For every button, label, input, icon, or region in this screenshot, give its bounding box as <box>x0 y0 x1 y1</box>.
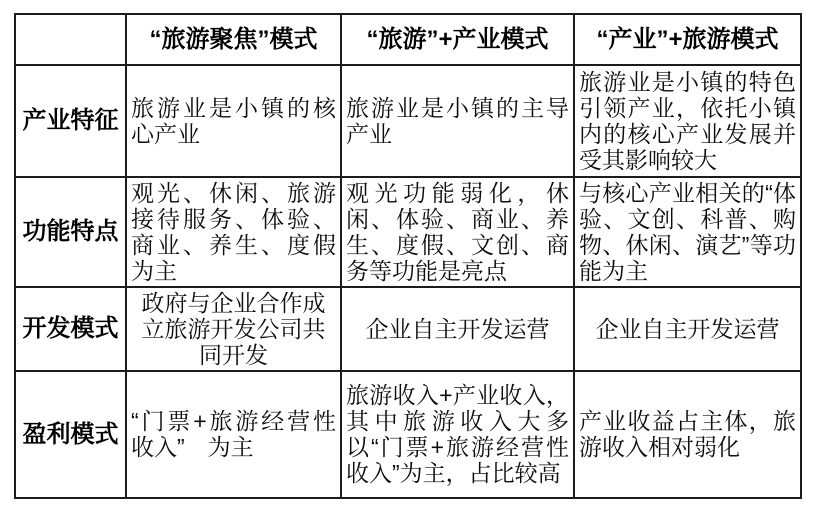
table-cell: 旅游业是小镇的特色引领产业，依托小镇内的核心产业发展并受其影响较大 <box>574 65 801 177</box>
table-cell: 企业自主开发运营 <box>574 287 801 371</box>
col-header-industry-plus-tourism-model: “产业”+旅游模式 <box>574 14 801 65</box>
table-cell: 旅游收入+产业收入，其中旅游收入大多以“门票+旅游经营性收入”为主，占比较高 <box>341 371 574 498</box>
table-cell: 旅游业是小镇的主导产业 <box>341 65 574 177</box>
table-cell: 观光功能弱化，休闲、体验、商业、养生、度假、文创、商务等功能是亮点 <box>341 177 574 287</box>
row-header-industry-traits: 产业特征 <box>15 65 126 177</box>
col-header-tourism-focus-model: “旅游聚焦”模式 <box>126 14 341 65</box>
table-row-function-features <box>15 177 801 287</box>
col-header-tourism-plus-industry-model: “旅游”+产业模式 <box>341 14 574 65</box>
table-cell: 政府与企业合作成立旅游开发公司共同开发 <box>126 287 341 371</box>
table-row-industry-traits <box>15 65 801 177</box>
table-row-profit-model <box>15 371 801 498</box>
row-header-development-model: 开发模式 <box>15 287 126 371</box>
row-header-function-features: 功能特点 <box>15 177 126 287</box>
tourism-town-models-comparison-table <box>14 13 802 499</box>
table-cell: 产业收益占主体，旅游收入相对弱化 <box>574 371 801 498</box>
row-header-profit-model: 盈利模式 <box>15 371 126 498</box>
table-cell: “门票+旅游经营性收入” 为主 <box>126 371 341 498</box>
table-cell: 观光、休闲、旅游接待服务、体验、商业、养生、度假为主 <box>126 177 341 287</box>
table-cell: 旅游业是小镇的核心产业 <box>126 65 341 177</box>
table-cell: 企业自主开发运营 <box>341 287 574 371</box>
table-row-development-model <box>15 287 801 371</box>
table-cell: 与核心产业相关的“体验、文创、科普、购物、休闲、演艺”等功能为主 <box>574 177 801 287</box>
table-header-row <box>15 14 801 65</box>
corner-cell <box>15 14 126 65</box>
